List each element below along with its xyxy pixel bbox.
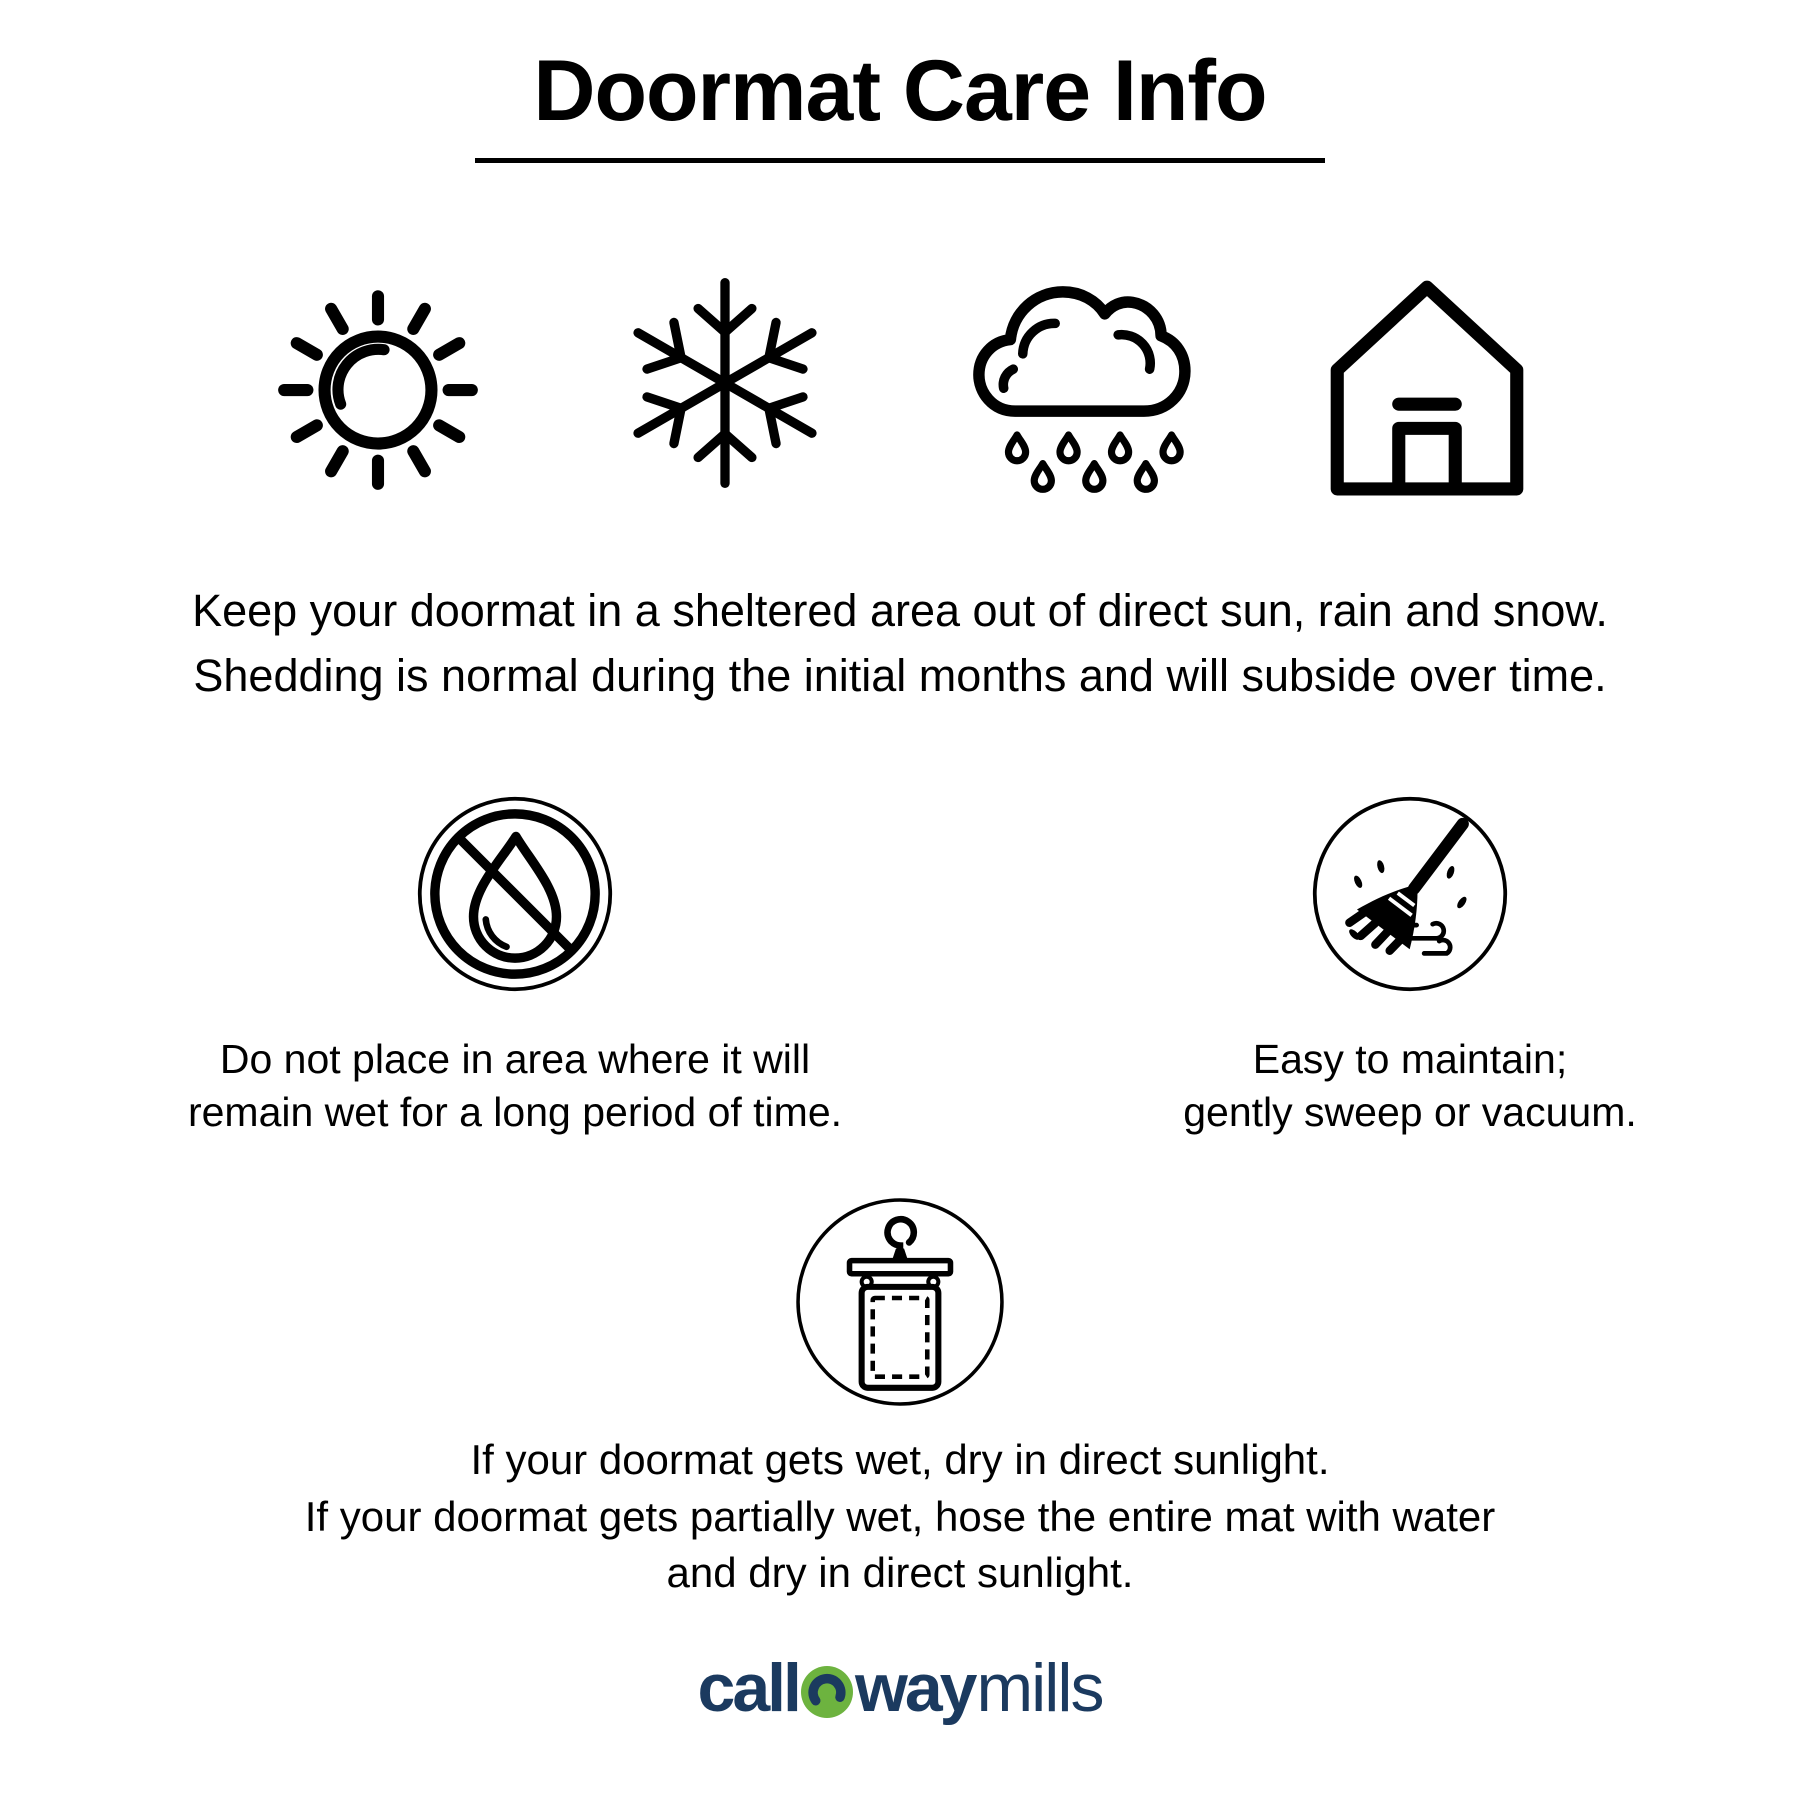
care-item-sweep	[1020, 795, 1800, 1140]
no-water-caption	[188, 1033, 842, 1140]
logo-swirl-o-svg	[801, 1666, 853, 1718]
page-title: Doormat Care Info	[533, 43, 1267, 139]
no-water-icon-svg	[416, 795, 614, 993]
sun-icon-svg	[262, 267, 494, 499]
care-row	[0, 795, 1800, 1140]
title-underline	[475, 158, 1325, 163]
hanging-mat-icon-svg	[794, 1196, 1006, 1408]
intro-line-2: Shedding is normal during the initial months and will subside over time.	[193, 649, 1607, 701]
care-item-no-water	[125, 795, 905, 1140]
drying-line-3: and dry in direct sunlight.	[666, 1549, 1134, 1597]
broom-icon-svg	[1311, 795, 1509, 993]
drying-line-2: If your doormat gets partially wet, hose the entire mat with water	[304, 1492, 1496, 1540]
rain-cloud-icon	[956, 247, 1204, 519]
header	[0, 0, 1800, 163]
sun-icon	[262, 267, 494, 499]
intro-text	[0, 579, 1800, 709]
brand-logo	[0, 1650, 1800, 1727]
caption-line: Easy to maintain;	[1252, 1035, 1568, 1082]
hanging-mat-icon	[794, 1196, 1006, 1408]
logo-swirl-o-icon	[801, 1666, 853, 1718]
sweep-caption	[1183, 1033, 1637, 1140]
weather-icons-row	[0, 247, 1800, 519]
logo-text-way: way	[854, 1650, 975, 1727]
house-icon-svg	[1316, 265, 1538, 502]
rain-cloud-icon-svg	[956, 247, 1204, 519]
intro-line-1: Keep your doormat in a sheltered area out of direct sun, rain and snow.	[192, 585, 1608, 636]
caption-line: gently sweep or vacuum.	[1183, 1089, 1637, 1136]
drying-text	[305, 1432, 1496, 1602]
no-water-icon	[416, 795, 614, 993]
drying-section	[0, 1196, 1800, 1602]
logo-text-mills: mills	[976, 1650, 1103, 1727]
snowflake-icon	[606, 264, 844, 502]
caption-line: Do not place in area where it will	[219, 1035, 811, 1082]
caption-line: remain wet for a long period of time.	[187, 1089, 843, 1136]
drying-line-1: If your doormat gets wet, dry in direct sunlight.	[470, 1436, 1330, 1483]
broom-icon	[1311, 795, 1509, 993]
logo-text-call: call	[697, 1650, 799, 1727]
snowflake-icon-svg	[606, 264, 844, 502]
house-icon	[1316, 265, 1538, 502]
